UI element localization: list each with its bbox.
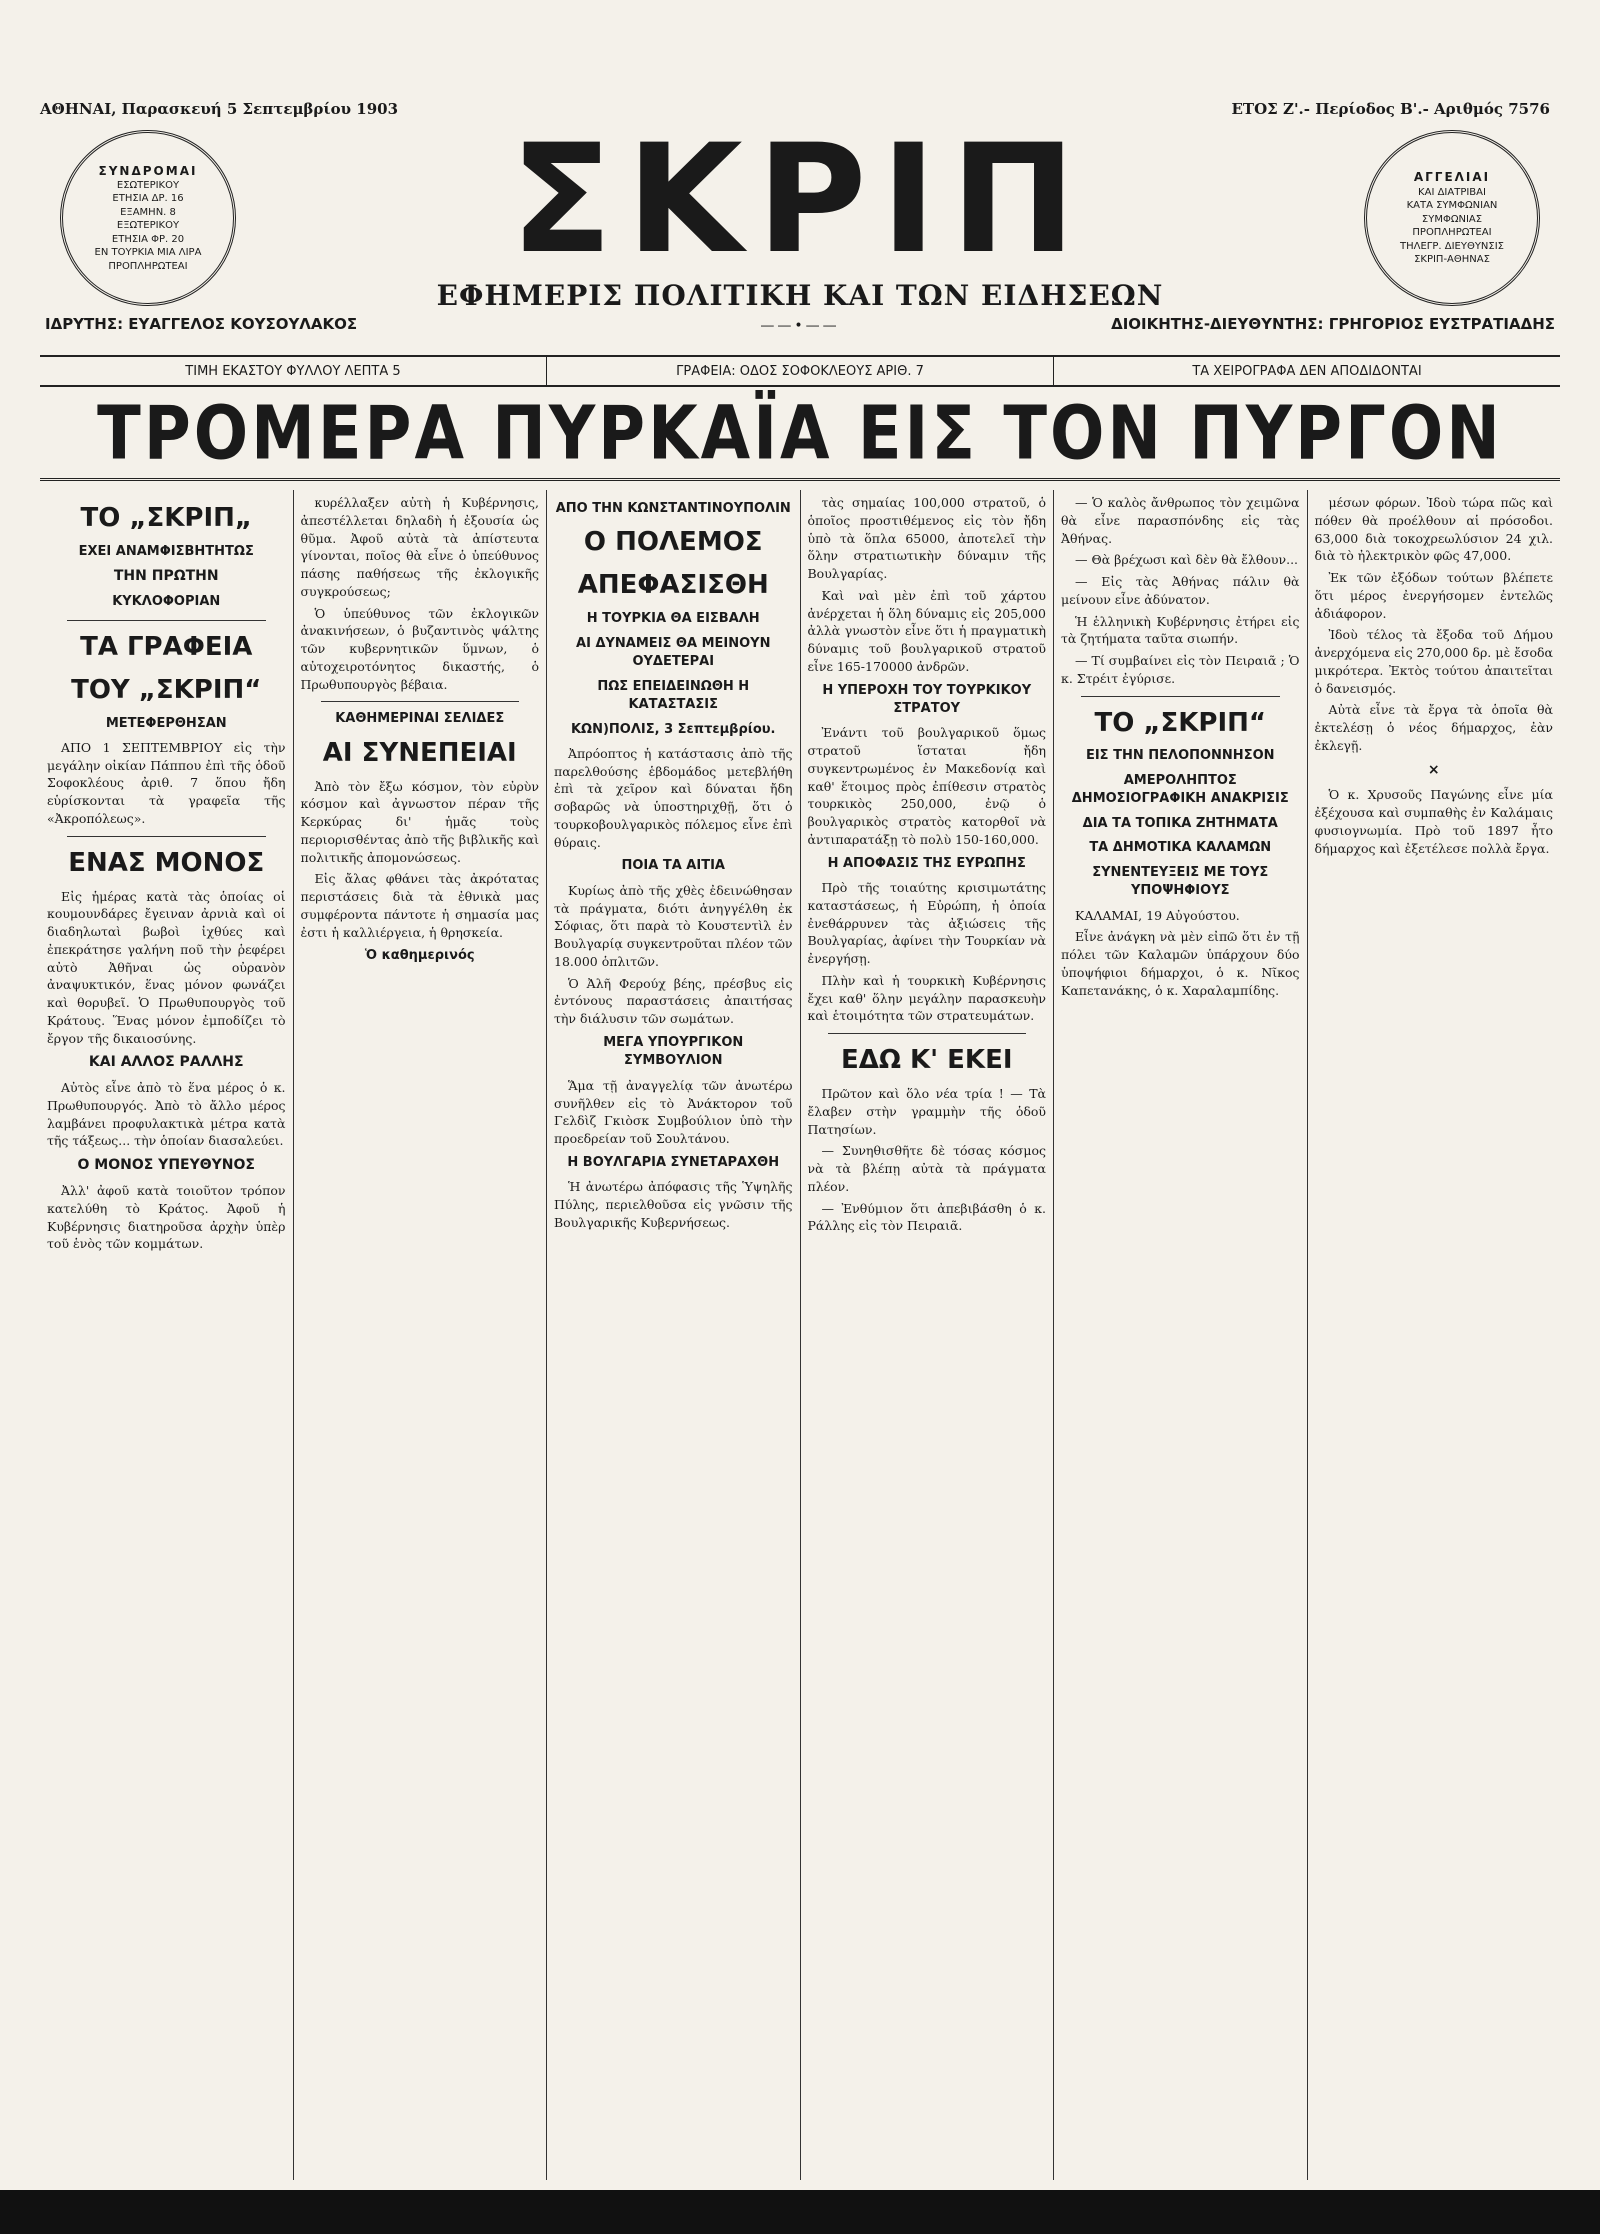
director-credit: ΔΙΟΙΚΗΤΗΣ-ΔΙΕΥΘΥΝΤΗΣ: ΓΡΗΓΟΡΙΟΣ ΕΥΣΤΡΑΤΙΑΔΗΣ bbox=[1111, 315, 1555, 333]
article-subtitle: ΠΟΙΑ ΤΑ ΑΙΤΙΑ bbox=[621, 858, 725, 874]
masthead bbox=[340, 113, 1260, 334]
article-subtitle: ΤΑ ΔΗΜΟΤΙΚΑ ΚΑΛΑΜΩΝ bbox=[1089, 840, 1272, 856]
article-text: Πρῶτον καὶ ὅλο νέα τρία ! — Τὰ ἔλαβεν στὴν γραμμὴν τῆς ὁδοῦ Πατησίων. bbox=[807, 1086, 1046, 1137]
divider bbox=[828, 1033, 1027, 1034]
seal-line: ΚΑΙ ΔΙΑΤΡΙΒΑΙ bbox=[1418, 186, 1486, 198]
column-1 bbox=[40, 490, 294, 2180]
article-text: — Ἐνθύμιον ὅτι ἀπεβιβάσθη ὁ κ. Ράλλης εἰς τὸν Πειραιᾶ. bbox=[807, 1200, 1046, 1234]
article-text: Ἀπρόοπτος ἡ κατάστασις ἀπὸ τῆς παρελθούσης ἑβδομάδος μετεβλήθη ἐπὶ τὰ χεῖρον καὶ δύναται ἤδη σοβαρῶς νὰ ὑποστηριχθῇ, ὅτι ὁ τουρκοβουλγαρικὸς πόλεμος εἶνε ἐπὶ θύραις. bbox=[554, 745, 793, 850]
seal-line: ΣΚΡΙΠ-ΑΘΗΝΑΣ bbox=[1414, 254, 1490, 266]
article-title: ΕΝΑΣ ΜΟΝΟΣ bbox=[68, 847, 265, 878]
article-subtitle: Η ΥΠΕΡΟΧΗ ΤΟΥ ΤΟΥΡΚΙΚΟΥ ΣΤΡΑΤΟΥ bbox=[822, 682, 1032, 716]
article-text: — Ὁ καλὸς ἄνθρωπος τὸν χειμῶνα θὰ εἶνε παρασπόνδης εἰς τὰς Ἀθήνας. bbox=[1061, 495, 1300, 546]
info-bar bbox=[40, 355, 1560, 387]
article-title: ΕΔΩ Κ' ΕΚΕΙ bbox=[840, 1045, 1013, 1076]
scan-bottom-band bbox=[0, 2190, 1600, 2234]
divider bbox=[67, 836, 266, 837]
offices-info: ΓΡΑΦΕΙΑ: ΟΔΟΣ ΣΟΦΟΚΛΕΟΥΣ ΑΡΙΘ. 7 bbox=[547, 357, 1054, 385]
article-text: Κυρίως ἀπὸ τῆς χθὲς ἐδεινώθησαν τὰ πράγματα, διότι ἀνηγγέλθη ἐκ Σόφιας, ὅτι παρὰ τὸ Κουστεντὶλ ἐν Βουλγαρίᾳ συγκεντροῦται πλέον τῶν 18.000 ὁπλιτῶν. bbox=[554, 882, 793, 969]
seal-line: ΕΤΗΣΙΑ ΔΡ. 16 bbox=[112, 193, 184, 205]
column-5 bbox=[1054, 490, 1308, 2180]
article-text: Καὶ ναὶ μὲν ἐπὶ τοῦ χάρτου ἀνέρχεται ἡ ὅλη δύναμις εἰς 205,000 ἀλλὰ γνωστὸν εἶνε ὅτι ἡ πραγματικὴ δύναμις τοῦ βουλγαρικοῦ στρατοῦ εἶνε 165-170000 ἀνδρῶν. bbox=[807, 587, 1046, 674]
notice-text: ΑΠΟ 1 ΣΕΠΤΕΜΒΡΙΟΥ εἰς τὴν μεγάλην οἰκίαν Πάππου ἐπὶ τῆς ὁδοῦ Σοφοκλέους ἀριθ. 7 ὅπου ἤδη εὑρίσκονται τὰ γραφεῖα τῆς «Ἀκροπόλεως». bbox=[47, 739, 286, 826]
article-title: ΚΑΙ ΑΛΛΟΣ ΡΑΛΛΗΣ bbox=[88, 1054, 244, 1071]
article-signature: Ὁ καθημερινός bbox=[364, 948, 475, 964]
article-text: Ὁ ὑπεύθυνος τῶν ἐκλογικῶν ἀνακινήσεων, ὁ βυζαντινὸς ψάλτης τῶν κυβερνητικῶν ὕμνων, ὁ αὐτοχειροτόνητος δικαστής, ὁ Πρωθυπουργὸς βέβαια. bbox=[300, 605, 539, 692]
column-2 bbox=[294, 490, 548, 2180]
column-4 bbox=[801, 490, 1055, 2180]
promo-title: ΤΟ „ΣΚΡΙΠ„ bbox=[80, 503, 252, 533]
section-label: ΚΑΘΗΜΕΡΙΝΑΙ ΣΕΛΙΔΕΣ bbox=[335, 711, 505, 727]
founder-credit: ΙΔΡΥΤΗΣ: ΕΥΑΓΓΕΛΟΣ ΚΟΥΣΟΥΛΑΚΟΣ bbox=[45, 315, 358, 333]
article-text: Ἀλλ' ἀφοῦ κατὰ τοιοῦτον τρόπον κατελύθη τὸ Κράτος. Ἀφοῦ ἡ Κυβέρνησις διατηροῦσα ἀρχὴν ὑπὲρ τοῦ ἑνὸς τῶν κομμάτων. bbox=[47, 1183, 286, 1252]
promo-line: ΤΗΝ ΠΡΩΤΗΝ bbox=[113, 568, 219, 585]
article-text: Ἅμα τῇ ἀναγγελίᾳ τῶν ἀνωτέρω συνῆλθεν εἰς τὸ Ἀνάκτορον τοῦ Γελδὶζ Γκιὸσκ Συμβούλιον ὑπὸ τὴν προεδρείαν τοῦ Σουλτάνου. bbox=[554, 1077, 793, 1147]
divider bbox=[67, 620, 266, 621]
notice-subtitle: ΜΕΤΕΦΕΡΘΗΣΑΝ bbox=[105, 715, 227, 731]
article-text: Εἰς ἡμέρας κατὰ τὰς ὁποίας οἱ κουμουνδάρες ἔγειναν ἀρνιὰ καὶ οἱ διαδηλωταὶ βωβοὶ ἰχθύες καὶ ἐπεκράτησε γαλήνη ποῦ τὴν ῥεφέρει αὐτὸ Ἀθῆναι ὡς οὐρανὸν ἀναψυκτικόν, ἕνας μόνον φωνάζει καὶ θορυβεῖ. Ὁ Πρωθυπουργὸς τοῦ Κράτους. Ἕνας μόνον ἐμποδίζει τὸ ἔργον τῆς δικαιοσύνης. bbox=[47, 888, 286, 1046]
article-text: Εἰς ἄλας φθάνει τὰς ἀκρότατας περιστάσεις διὰ τὰ ἐθνικὰ μας συμφέροντα πάντοτε ἡ σημασία μας ἐστι ἡ καλλιέργεια, ἡ θρησκεία. bbox=[300, 871, 539, 940]
column-6 bbox=[1308, 490, 1561, 2180]
article-text: Αὐτὰ εἶνε τὰ ἔργα τὰ ὁποῖα θὰ ἐκτελέσῃ ὁ νέος δήμαρχος, ἐὰν ἐκλεγῇ. bbox=[1314, 702, 1553, 753]
article-dateline: ΚΑΛΑΜΑΙ, 19 Αὐγούστου. bbox=[1075, 907, 1240, 923]
article-text: — Συνηθισθῆτε δὲ τόσας κόσμος νὰ τὰ βλέπῃ αὐτὰ τὰ πράγματα πλέον. bbox=[807, 1143, 1046, 1194]
article-text: Ἡ ἑλληνικὴ Κυβέρνησις ἐτήρει εἰς τὰ ζητήματα ταῦτα σιωπήν. bbox=[1061, 613, 1300, 647]
article-text: — Εἰς τὰς Ἀθήνας πάλιν θὰ μείνουν εἶνε ἀδύνατον. bbox=[1061, 574, 1300, 607]
divider bbox=[1081, 696, 1280, 697]
article-text: Εἶνε ἀνάγκη νὰ μὲν εἰπῶ ὅτι ἐν τῇ πόλει τῶν Καλαμῶν ὑπάρχουν δύο ὑποψήφιοι δήμαρχοι, ὁ κ. Νῖκος Καπετανάκης, ὁ κ. Χαραλαμπίδης. bbox=[1061, 929, 1300, 998]
article-title: Ο ΠΟΛΕΜΟΣ bbox=[583, 527, 763, 558]
ornament: ——•—— bbox=[760, 318, 840, 334]
seal-line: ΠΡΟΠΛΗΡΩΤΕΑΙ bbox=[1412, 227, 1492, 239]
article-title: ΑΙ ΣΥΝΕΠΕΙΑΙ bbox=[322, 737, 517, 768]
article-kicker: ΑΠΟ ΤΗΝ ΚΩΝΣΤΑΝΤΙΝΟΥΠΟΛΙΝ bbox=[555, 501, 791, 516]
article-text: Πλὴν καὶ ἡ τουρκικὴ Κυβέρνησις ἔχει καθ' ὅλην μεγάλην παρασκευὴν καὶ ἑτοιμότητα τῶν στρατευμάτων. bbox=[807, 972, 1046, 1024]
article-text: Ὁ Ἀλῆ Φερούχ βέης, πρέσβυς εἰς ἐντόνους παραστάσεις ἀπαιτήσας τὴν διάλυσιν τῶν σωμάτων. bbox=[554, 975, 793, 1027]
seal-line: ΕΝ ΤΟΥΡΚΙΑ ΜΙΑ ΛΙΡΑ bbox=[94, 247, 202, 259]
manuscripts-info: ΤΑ ΧΕΙΡΟΓΡΑΦΑ ΔΕΝ ΑΠΟΔΙΔΟΝΤΑΙ bbox=[1192, 363, 1422, 379]
newspaper-logo: ΣΚΡΙΠ bbox=[510, 113, 1090, 287]
article-text: — Τί συμβαίνει εἰς τὸν Πειραιᾶ ; Ὁ κ. Στρέιτ ἐγύρισε. bbox=[1061, 653, 1300, 686]
main-headline: ΤΡΟΜΕΡΑ ΠΥΡΚΑΪΑ ΕΙΣ ΤΟΝ ΠΥΡΓΟΝ bbox=[97, 392, 1503, 478]
notice-title: ΤΟΥ „ΣΚΡΙΠ“ bbox=[71, 674, 262, 705]
notice-title: ΤΑ ΓΡΑΦΕΙΑ bbox=[80, 631, 253, 662]
article-text: Αὐτὸς εἶνε ἀπὸ τὸ ἕνα μέρος ὁ κ. Πρωθυπουργός. Ἀπὸ τὸ ἄλλο μέρος λαμβάνει προφυλακτικὰ μέτρα κατὰ τῆς τάξεως... τὴν ὁποίαν διασαλεύει. bbox=[47, 1080, 286, 1149]
article-title: ΤΟ „ΣΚΡΙΠ“ bbox=[1094, 707, 1266, 738]
issue-number: ΕΤΟΣ Ζ'.- Περίοδος Β'.- Αριθμός 7576 bbox=[1231, 100, 1550, 118]
article-columns bbox=[40, 490, 1560, 2180]
article-text: μέσων φόρων. Ἰδοὺ τώρα πῶς καὶ πόθεν θὰ προέλθουν αἱ πρόσοδοι. 63,000 διὰ τοκοχρεωλύσιον 24 χιλ. διὰ τὸ ἠλεκτρικὸν φῶς 47,000. bbox=[1314, 495, 1553, 564]
headline-rule bbox=[40, 478, 1560, 481]
article-title: ΑΠΕΦΑΣΙΣΘΗ bbox=[577, 570, 769, 601]
article-text: — Θὰ βρέχωσι καὶ δὲν θὰ ἔλθουν... bbox=[1075, 552, 1299, 568]
article-subtitle: Η ΤΟΥΡΚΙΑ ΘΑ ΕΙΣΒΑΛΗ bbox=[586, 611, 760, 627]
article-subtitle: ΠΩΣ ΕΠΕΙΔΕΙΝΩΘΗ Η ΚΑΤΑΣΤΑΣΙΣ bbox=[597, 678, 750, 713]
seal-line: ΕΞΑΜΗΝ. 8 bbox=[120, 206, 176, 218]
seal-line: ΕΣΩΤΕΡΙΚΟΥ bbox=[116, 179, 180, 191]
section-mark: × bbox=[1427, 761, 1440, 778]
article-text: Ἐνάντι τοῦ βουλγαρικοῦ ὅμως στρατοῦ ἵσταται ἤδη συγκεντρωμένος ἐν Μακεδονίᾳ καὶ καθ' ἕτοιμος πρὸς ἐπίθεσιν στρατὸς τουρκικὸς 250,000, ἐνῷ ὁ βουλγαρικὸς στρατὸς κατορθοῖ νὰ ἀντιπαρατάξῃ τὸ πολὺ 150-160,000. bbox=[807, 725, 1046, 847]
newspaper-page bbox=[40, 70, 1560, 2190]
article-text: Ἐκ τῶν ἐξόδων τούτων βλέπετε ὅτι μέρος ἐνεργήσομεν ἐντελῶς ἀδιάφορον. bbox=[1314, 570, 1553, 621]
seal-line: ΕΤΗΣΙΑ ΦΡ. 20 bbox=[111, 233, 185, 245]
article-subtitle: ΔΙΑ ΤΑ ΤΟΠΙΚΑ ΖΗΤΗΜΑΤΑ bbox=[1082, 815, 1278, 831]
article-subtitle: Η ΑΠΟΦΑΣΙΣ ΤΗΣ ΕΥΡΩΠΗΣ bbox=[827, 855, 1026, 871]
article-subtitle: ΑΜΕΡΟΛΗΠΤΟΣ ΔΗΜΟΣΙΟΓΡΑΦΙΚΗ ΑΝΑΚΡΙΣΙΣ bbox=[1071, 772, 1289, 807]
article-text: Ἰδοὺ τέλος τὰ ἔξοδα τοῦ Δήμου ἀνερχόμενα εἰς 270,000 δρ. μὲ ἔσοδα μικρότερα. Ἐκτὸς τούτου ἀπαιτεῖται ὁ δανεισμός. bbox=[1314, 627, 1553, 696]
article-text: Ἀπὸ τὸν ἔξω κόσμον, τὸν εὐρὺν κόσμον καὶ ἀγνωστον πέραν τῆς Κερκύρας δι' ἡμᾶς τοὺς περιορισθέντας ἀπὸ τῆς βιβλικῆς καὶ πολιτικῆς ἀπομονώσεως. bbox=[300, 778, 539, 865]
subscriptions-seal bbox=[60, 130, 236, 306]
newspaper-subtitle: ΕΦΗΜΕΡΙΣ ΠΟΛΙΤΙΚΗ ΚΑΙ ΤΩΝ ΕΙΔΗΣΕΩΝ bbox=[436, 279, 1164, 312]
article-text: Ὁ κ. Χρυσοῦς Παγώνης εἶνε μία ἐξέχουσα καὶ συμπαθὴς ἐν Καλάμαις φυσιογνωμία. Πρὸ τοῦ 1897 ἦτο δήμαρχος καὶ ἐξετέλεσε πολλὰ ἔργα. bbox=[1314, 787, 1553, 856]
divider bbox=[321, 701, 520, 702]
article-text: τὰς σημαίας 100,000 στρατοῦ, ὁ ὁποῖος προστιθέμενος εἰς τὸν ἤδη ὑπὸ τὰ ὅπλα 65000, ἀποτελεῖ τὴν ὅλην στρατιωτικὴν δύναμιν τῆς Βουλγαρίας. bbox=[807, 495, 1046, 581]
article-subtitle: ΑΙ ΔΥΝΑΜΕΙΣ ΘΑ ΜΕΙΝΟΥΝ ΟΥΔΕΤΕΡΑΙ bbox=[576, 635, 771, 670]
article-title: Ο ΜΟΝΟΣ ΥΠΕΥΘΥΝΟΣ bbox=[77, 1157, 255, 1174]
price-info: ΤΙΜΗ ΕΚΑΣΤΟΥ ΦΥΛΛΟΥ ΛΕΠΤΑ 5 bbox=[40, 357, 547, 385]
article-text: Πρὸ τῆς τοιαύτης κρισιμωτάτης καταστάσεως, ἡ Εὐρώπη, ἡ ὁποία ἐνεθάρρυνεν τὰς ἀξιώσεις τῆς Βουλγαρίας, ἀφίνει τὴν Τουρκίαν νὰ ἐνεργήσῃ. bbox=[807, 880, 1046, 967]
seal-title: ΑΓΓΕΛΙΑΙ bbox=[1413, 170, 1491, 185]
seal-line: ΤΗΛΕΓΡ. ΔΙΕΥΘΥΝΣΙΣ bbox=[1399, 240, 1504, 252]
column-3 bbox=[547, 490, 801, 2180]
seal-line: ΠΡΟΠΛΗΡΩΤΕΑΙ bbox=[108, 260, 188, 272]
advertisements-seal bbox=[1364, 130, 1540, 306]
promo-line: ΚΥΚΛΟΦΟΡΙΑΝ bbox=[112, 594, 221, 610]
article-subtitle: ΣΥΝΕΝΤΕΥΞΕΙΣ ΜΕ ΤΟΥΣ ΥΠΟΨΗΦΙΟΥΣ bbox=[1092, 864, 1269, 899]
article-subtitle: ΕΙΣ ΤΗΝ ΠΕΛΟΠΟΝΝΗΣΟΝ bbox=[1085, 748, 1275, 764]
seal-line: ΕΞΩΤΕΡΙΚΟΥ bbox=[116, 220, 180, 232]
article-subtitle: Η ΒΟΥΛΓΑΡΙΑ ΣΥΝΕΤΑΡΑΧΘΗ bbox=[567, 1154, 780, 1170]
article-text: κυρέλλαξεν αὐτὴ ἡ Κυβέρνησις, ἀπεστέλλεται δηλαδὴ ἡ ἐξουσία ὡς θῦμα. Ἀφοῦ αὐτὰ τὰ ἀπίστευτα γίνονται, ποῖος θὰ εἶνε ὁ ὑπεύθυνος πάσης παθήσεως τῆς ἐκλογικῆς συγκρούσεως; bbox=[300, 495, 539, 599]
promo-line: ΕΧΕΙ ΑΝΑΜΦΙΣΒΗΤΗΤΩΣ bbox=[78, 543, 254, 559]
issue-date: ΑΘΗΝΑΙ, Παρασκευή 5 Σεπτεμβρίου 1903 bbox=[40, 100, 399, 118]
seal-line: ΚΑΤΑ ΣΥΜΦΩΝΙΑΝ bbox=[1406, 200, 1498, 212]
seal-line: ΣΥΜΦΩΝΙΑΣ bbox=[1421, 213, 1483, 225]
article-subtitle: ΜΕΓΑ ΥΠΟΥΡΓΙΚΟΝ ΣΥΜΒΟΥΛΙΟΝ bbox=[603, 1034, 744, 1069]
article-text: Ἡ ἀνωτέρω ἀπόφασις τῆς Ὑψηλῆς Πύλης, περιελθοῦσα εἰς γνῶσιν τῆς Βουλγαρικῆς Κυβερνήσεως. bbox=[554, 1179, 793, 1230]
article-dateline: ΚΩΝ)ΠΟΛΙΣ, 3 Σεπτεμβρίου. bbox=[570, 721, 776, 737]
seal-title: ΣΥΝΔΡΟΜΑΙ bbox=[98, 163, 198, 178]
